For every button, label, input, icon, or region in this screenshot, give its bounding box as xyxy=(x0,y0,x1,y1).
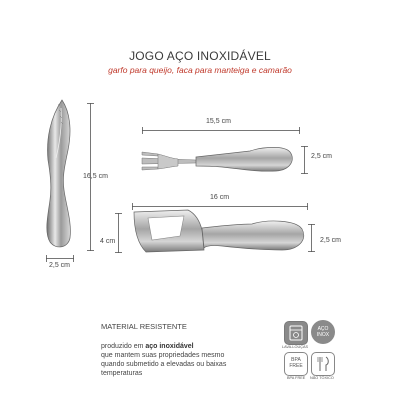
fork-knife-icon xyxy=(312,353,334,375)
material-heading: MATERIAL RESISTENTE xyxy=(101,322,187,331)
dishwasher-icon xyxy=(285,322,307,344)
dishwasher-badge xyxy=(284,321,308,345)
page-title: JOGO AÇO INOXIDÁVEL xyxy=(129,49,271,63)
spreader-width-dimension xyxy=(308,224,315,252)
fork-length-label: 15,5 cm xyxy=(206,118,231,125)
material-line3: quando submetido a elevadas ou baixas xyxy=(101,361,227,368)
shrimp-knife-illustration xyxy=(47,100,71,247)
bpa-free-label: BPA FREE xyxy=(287,376,306,380)
cheese-fork-illustration xyxy=(142,147,292,171)
knife-width-label: 2,5 cm xyxy=(49,262,71,269)
inox-badge-top: AÇO xyxy=(317,326,329,332)
spreader-length-dimension xyxy=(132,203,308,210)
butter-spreader-illustration xyxy=(134,210,304,252)
fork-width-label: 2,5 cm xyxy=(311,153,333,160)
dishwasher-label: LAVA-LOUÇAS xyxy=(282,345,309,349)
spreader-width-label: 2,5 cm xyxy=(320,237,342,244)
material-description xyxy=(101,342,281,378)
bpa-badge-top: BPA xyxy=(291,357,301,363)
fork-width-dimension xyxy=(301,146,308,174)
spreader-blade-dimension xyxy=(115,213,122,253)
material-line1-prefix: produzido em xyxy=(101,343,146,350)
bpa-badge-bottom: FREE xyxy=(289,363,303,369)
spreader-length-label: 16 cm xyxy=(210,194,230,201)
bpa-free-badge xyxy=(284,352,308,376)
inox-badge-bottom: INOX xyxy=(316,332,330,338)
fork-length-dimension xyxy=(142,127,300,134)
non-toxic-label: NÃO TÓXICO xyxy=(310,376,334,380)
material-line2: que mantem suas propriedades mesmo xyxy=(101,352,225,359)
material-line4: temperaturas xyxy=(101,370,143,377)
knife-width-dimension xyxy=(46,255,74,262)
inox-badge xyxy=(311,320,335,344)
page-subtitle: garfo para queijo, faca para manteiga e camarão xyxy=(108,65,292,75)
non-toxic-badge xyxy=(311,352,335,376)
material-line1-bold: aço inoxidável xyxy=(145,343,194,350)
spreader-blade-label: 4 cm xyxy=(100,238,116,245)
knife-height-label: 16,5 cm xyxy=(83,173,108,180)
